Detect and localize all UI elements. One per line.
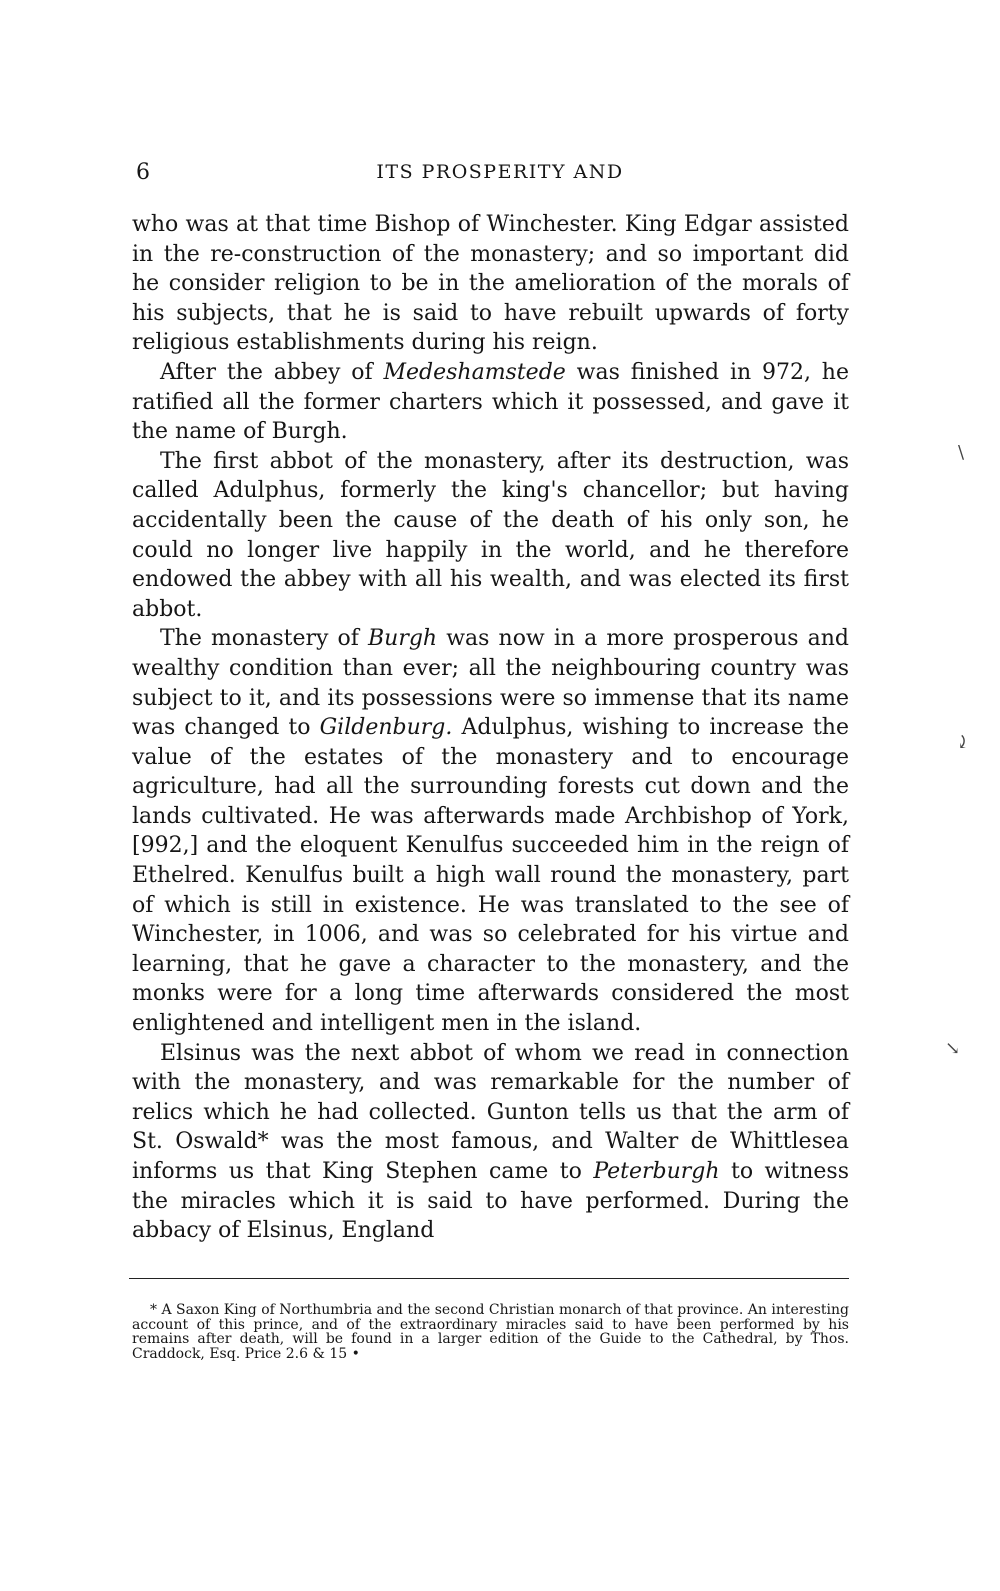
running-head: ITS PROSPERITY AND [376, 161, 624, 183]
text-run: to witness the miracles which it is said to have performed. During the abbacy of Elsinus, England [132, 1159, 849, 1244]
text-run: The monastery of [160, 626, 368, 652]
paragraph-3 [132, 447, 849, 625]
italic-place-name: Medeshamstede [383, 359, 566, 385]
text-run: was now in a more prosperous and wealthy condition than ever; all the neighbouring country was subject to it, and its possessions were so immense that its name was changed to [132, 626, 849, 741]
italic-place-name: Gildenburg. [319, 715, 453, 741]
text-run: Adulphus, wishing to increase the value of the estates of the monastery and to encourage agriculture, had all the surrounding forests cut down and the lands cultivated. He was afterwards made Archbishop of York, [992,] and the eloquent Kenulfus succeeded him in the reign of Ethelred. Kenulfus built a high wall round the monastery, part of which is still in existence. He was translated to the see of Winchester, in 1006, and was so celebrated for his virtue and learning, that he gave a character to the monastery, and the monks were for a long time afterwards considered the most enlightened and intelligent men in the island. [132, 715, 849, 1037]
paragraph-4 [132, 624, 849, 1038]
margin-mark: ⤸ [955, 732, 971, 753]
body-text [132, 210, 849, 1246]
margin-mark: ↘ [945, 1038, 961, 1059]
italic-place-name: Burgh [368, 626, 438, 652]
text-run: Elsinus was the next abbot of whom we read in connection with the monastery, and was remarkable for the number of relics which he had collected. Gunton tells us that the arm of St. Oswald* was the most famous, and Walter de Whittlesea informs us that King Stephen came to [132, 1040, 849, 1184]
text-run: After the abbey of [160, 359, 384, 385]
margin-mark: \ [958, 442, 965, 463]
footnote [132, 1303, 849, 1361]
text-run: was finished in 972, he ratified all the former charters which it possessed, and gave it the name of Burgh. [132, 359, 849, 445]
italic-place-name: Peterburgh [593, 1159, 720, 1184]
text-run: The first abbot of the monastery, after its destruction, was called Adulphus, formerly the king's chancellor; but having accidentally been the cause of the death of his only son, he could no longer live happily in the world, and he therefore endowed the abbey with all his wealth, and was elected its first abbot. [132, 448, 849, 622]
footnote-text: * A Saxon King of Northumbria and the second Christian monarch of that province. An interesting account of this prince, and of the extraordinary miracles said to have been performed by his remains after death, will be found in a larger edition of the Guide to the Cathedral, by Thos. Craddock, Esq. Price 2.6 & 15 • [132, 1302, 849, 1362]
page-number: 6 [136, 160, 150, 185]
paragraph-1 [132, 210, 849, 358]
footnote-rule [129, 1278, 849, 1279]
paragraph-2 [132, 358, 849, 447]
paragraph-5 [132, 1039, 849, 1246]
text-run: who was at that time Bishop of Winchester. King Edgar assisted in the re-construction of the monastery; and so important did he consider religion to be in the amelioration of the morals of his subjects, that he is said to have rebuilt upwards of forty religious establishments during his reign. [132, 212, 849, 356]
